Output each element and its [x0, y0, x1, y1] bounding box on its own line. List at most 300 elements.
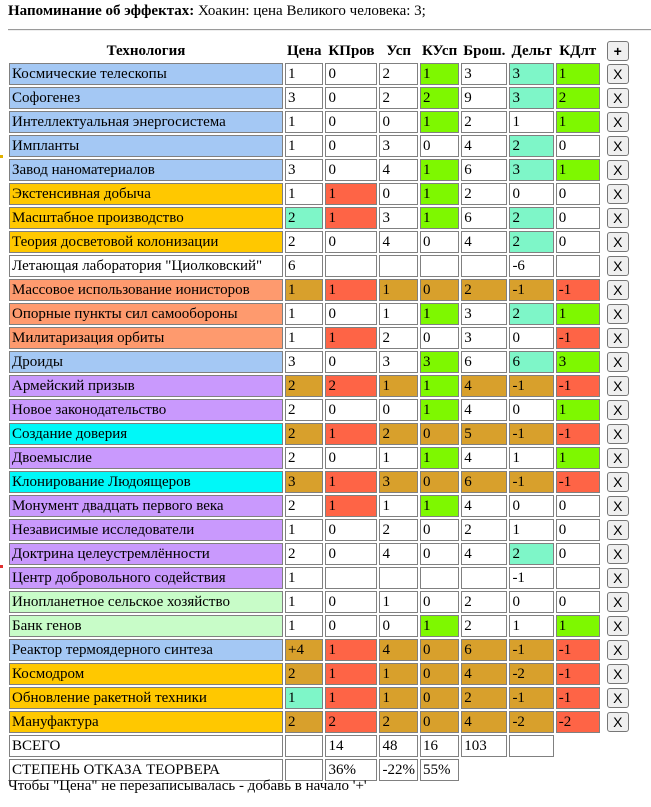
delete-row-button[interactable]: X	[607, 112, 629, 132]
cell-kusp[interactable]	[420, 567, 459, 589]
delete-cell	[602, 639, 644, 661]
cell-delt[interactable]: 6	[509, 351, 553, 373]
cell-delt[interactable]: -1	[509, 639, 553, 661]
cell-kprov[interactable]: 0	[325, 519, 377, 541]
reminder-text: Хоакин: цена Великого человека: 3;	[198, 3, 426, 19]
delete-row-button[interactable]: X	[607, 640, 629, 660]
cell-kusp[interactable]: 2	[420, 87, 459, 109]
cell-kprov[interactable]: 0	[325, 135, 377, 157]
cell-cost[interactable]: 2	[285, 447, 323, 469]
cell-kdlt[interactable]: 1	[556, 303, 600, 325]
delete-cell	[602, 231, 644, 253]
cell-kdlt[interactable]: 3	[556, 351, 600, 373]
cell-kprov[interactable]: 0	[325, 231, 377, 253]
table-row	[9, 159, 644, 181]
cell-usp[interactable]: 2	[379, 327, 418, 349]
table-row	[9, 327, 644, 349]
cell-delt[interactable]: -1	[509, 687, 553, 709]
delete-cell	[602, 519, 644, 541]
cell-kusp[interactable]: 1	[420, 183, 459, 205]
delete-cell	[602, 663, 644, 685]
delete-row-button[interactable]: X	[607, 208, 629, 228]
cell-kdlt[interactable]: -1	[556, 471, 600, 493]
table-row	[9, 87, 644, 109]
cell-usp[interactable]: 1	[379, 591, 418, 613]
cell-kdlt[interactable]: -1	[556, 687, 600, 709]
tech-name[interactable]: Монумент двадцать первого века	[9, 495, 283, 517]
cell-usp[interactable]: 2	[379, 87, 418, 109]
cell-kdlt[interactable]: 1	[556, 447, 600, 469]
total-brosh: 103	[461, 735, 507, 757]
cell-kprov[interactable]: 1	[325, 639, 377, 661]
cell-brosh[interactable]: 3	[461, 63, 507, 85]
delete-cell	[602, 471, 644, 493]
cell-usp[interactable]: 3	[379, 351, 418, 373]
cell-brosh[interactable]: 3	[461, 327, 507, 349]
delete-row-button[interactable]: X	[607, 688, 629, 708]
cell-cost[interactable]: 2	[285, 423, 323, 445]
cell-usp[interactable]: 3	[379, 471, 418, 493]
cell-brosh[interactable]: 2	[461, 519, 507, 541]
cell-usp[interactable]	[379, 567, 418, 589]
cell-kdlt[interactable]: 0	[556, 207, 600, 229]
cell-delt[interactable]: -6	[509, 255, 553, 277]
delete-row-button[interactable]: X	[607, 712, 629, 732]
cell-usp[interactable]: 1	[379, 279, 418, 301]
cell-kprov[interactable]: 1	[325, 423, 377, 445]
table-row	[9, 591, 644, 613]
header-kprov: КПров	[328, 42, 375, 59]
delete-row-button[interactable]: X	[607, 304, 629, 324]
delete-row-button[interactable]: X	[607, 376, 629, 396]
cell-cost[interactable]: 1	[285, 567, 323, 589]
cell-kusp[interactable]: 0	[420, 663, 459, 685]
cell-kdlt[interactable]: 0	[556, 519, 600, 541]
table-row	[9, 495, 644, 517]
cell-kusp[interactable]: 1	[420, 615, 459, 637]
cell-kdlt[interactable]: -1	[556, 663, 600, 685]
cell-kdlt[interactable]: 1	[556, 615, 600, 637]
tech-name[interactable]: Создание доверия	[9, 423, 283, 445]
cell-delt[interactable]: -2	[509, 711, 553, 733]
cell-kusp[interactable]: 0	[420, 711, 459, 733]
cell-delt[interactable]: -1	[509, 471, 553, 493]
cell-cost[interactable]: +4	[285, 639, 323, 661]
tech-name[interactable]: Импланты	[9, 135, 283, 157]
delete-cell	[602, 303, 644, 325]
cell-kprov[interactable]: 1	[325, 471, 377, 493]
total-cost	[285, 735, 323, 757]
cell-brosh[interactable]: 4	[461, 375, 507, 397]
cell-cost[interactable]: 2	[285, 543, 323, 565]
cell-brosh[interactable]: 6	[461, 639, 507, 661]
cell-kdlt[interactable]: 1	[556, 63, 600, 85]
cell-brosh[interactable]	[461, 255, 507, 277]
cell-delt[interactable]: 2	[509, 135, 553, 157]
cell-brosh[interactable]: 2	[461, 591, 507, 613]
cell-brosh[interactable]: 3	[461, 303, 507, 325]
tech-name[interactable]: Космодром	[9, 663, 283, 685]
cell-cost[interactable]: 1	[285, 111, 323, 133]
cell-brosh[interactable]: 6	[461, 351, 507, 373]
cell-kdlt[interactable]: 0	[556, 231, 600, 253]
delete-cell	[602, 279, 644, 301]
header-add-cell	[602, 41, 644, 61]
cell-kprov[interactable]: 2	[325, 375, 377, 397]
cell-delt[interactable]: 0	[509, 183, 553, 205]
cell-delt[interactable]: 0	[509, 399, 553, 421]
cell-delt[interactable]: -1	[509, 375, 553, 397]
delete-cell	[602, 615, 644, 637]
cell-usp[interactable]: 0	[379, 111, 418, 133]
table-row	[9, 135, 644, 157]
cell-usp[interactable]: 2	[379, 711, 418, 733]
delete-row-button[interactable]: X	[607, 568, 629, 588]
tech-name[interactable]: Летающая лаборатория "Циолковский"	[9, 255, 283, 277]
theorver-kprov: 36%	[325, 759, 377, 781]
cell-kdlt[interactable]: 0	[556, 543, 600, 565]
tech-name[interactable]: Экстенсивная добыча	[9, 183, 283, 205]
table-row	[9, 663, 644, 685]
cell-usp[interactable]: 0	[379, 183, 418, 205]
cell-delt[interactable]: 2	[509, 207, 553, 229]
tech-name[interactable]: Армейский призыв	[9, 375, 283, 397]
cell-kusp[interactable]: 0	[420, 279, 459, 301]
cell-kdlt[interactable]: -2	[556, 711, 600, 733]
delete-row-button[interactable]: X	[607, 544, 629, 564]
cell-brosh[interactable]: 4	[461, 711, 507, 733]
cell-usp[interactable]: 1	[379, 663, 418, 685]
cell-kprov[interactable]: 0	[325, 591, 377, 613]
cell-delt[interactable]: 1	[509, 447, 553, 469]
delete-row-button[interactable]: X	[607, 280, 629, 300]
cell-kusp[interactable]: 1	[420, 375, 459, 397]
table-row	[9, 255, 644, 277]
cell-usp[interactable]: 3	[379, 135, 418, 157]
cell-kprov[interactable]: 0	[325, 399, 377, 421]
delete-row-button[interactable]: X	[607, 352, 629, 372]
cell-kusp[interactable]: 1	[420, 399, 459, 421]
cell-kusp[interactable]	[420, 255, 459, 277]
cell-cost[interactable]: 1	[285, 135, 323, 157]
cell-kprov[interactable]: 0	[325, 63, 377, 85]
cell-kprov[interactable]: 0	[325, 543, 377, 565]
delete-cell	[602, 375, 644, 397]
cell-kprov[interactable]: 0	[325, 111, 377, 133]
cell-usp[interactable]: 3	[379, 207, 418, 229]
table-row	[9, 639, 644, 661]
cell-delt[interactable]: -1	[509, 279, 553, 301]
delete-cell	[602, 159, 644, 181]
cell-kdlt[interactable]: -1	[556, 639, 600, 661]
delete-row-button[interactable]: X	[607, 448, 629, 468]
cell-brosh[interactable]: 2	[461, 687, 507, 709]
delete-row-button[interactable]: X	[607, 328, 629, 348]
delete-row-button[interactable]: X	[607, 64, 629, 84]
cell-cost[interactable]: 2	[285, 375, 323, 397]
cell-cost[interactable]: 3	[285, 87, 323, 109]
tech-name[interactable]: Масштабное производство	[9, 207, 283, 229]
cell-kdlt[interactable]: -1	[556, 279, 600, 301]
delete-cell	[602, 63, 644, 85]
cell-delt[interactable]: 2	[509, 231, 553, 253]
cell-kusp[interactable]: 0	[420, 591, 459, 613]
cell-cost[interactable]: 3	[285, 159, 323, 181]
cell-brosh[interactable]: 2	[461, 183, 507, 205]
tech-name[interactable]: Завод наноматериалов	[9, 159, 283, 181]
cell-delt[interactable]: 1	[509, 519, 553, 541]
edge-marker	[0, 565, 3, 568]
cell-brosh[interactable]: 2	[461, 279, 507, 301]
theorver-label: СТЕПЕНЬ ОТКАЗА ТЕОРВЕРА	[9, 759, 283, 781]
cell-kdlt[interactable]: 1	[556, 399, 600, 421]
cell-usp[interactable]: 4	[379, 543, 418, 565]
cell-kprov[interactable]	[325, 255, 377, 277]
tech-name[interactable]: Обновление ракетной техники	[9, 687, 283, 709]
cell-usp[interactable]: 1	[379, 375, 418, 397]
cell-kprov[interactable]: 2	[325, 711, 377, 733]
delete-cell	[602, 207, 644, 229]
cell-kdlt[interactable]: -1	[556, 327, 600, 349]
cell-cost[interactable]: 1	[285, 615, 323, 637]
delete-row-button[interactable]: X	[607, 136, 629, 156]
tech-name[interactable]: Инопланетное сельское хозяйство	[9, 591, 283, 613]
delete-cell	[602, 447, 644, 469]
cell-brosh[interactable]: 6	[461, 159, 507, 181]
cell-brosh[interactable]: 6	[461, 207, 507, 229]
delete-row-button[interactable]: X	[607, 400, 629, 420]
cell-delt[interactable]: 3	[509, 159, 553, 181]
cell-kprov[interactable]: 0	[325, 159, 377, 181]
cell-brosh[interactable]: 6	[461, 471, 507, 493]
cell-kdlt[interactable]	[556, 567, 600, 589]
tech-name[interactable]: Опорные пункты сил самообороны	[9, 303, 283, 325]
cell-kusp[interactable]: 1	[420, 111, 459, 133]
header-delt: Дельт	[511, 42, 552, 59]
cell-delt[interactable]: 2	[509, 543, 553, 565]
cell-brosh[interactable]: 2	[461, 615, 507, 637]
cell-kprov[interactable]: 0	[325, 303, 377, 325]
cell-kprov[interactable]	[325, 567, 377, 589]
cell-usp[interactable]: 2	[379, 423, 418, 445]
cell-delt[interactable]: 1	[509, 111, 553, 133]
tech-name[interactable]: Доктрина целеустремлённости	[9, 543, 283, 565]
cell-kprov[interactable]: 0	[325, 87, 377, 109]
cell-kprov[interactable]: 0	[325, 615, 377, 637]
delete-cell	[602, 591, 644, 613]
cell-delt[interactable]: 3	[509, 63, 553, 85]
table-row	[9, 351, 644, 373]
cell-kdlt[interactable]: -1	[556, 423, 600, 445]
cell-usp[interactable]: 1	[379, 495, 418, 517]
tech-name[interactable]: Софогенез	[9, 87, 283, 109]
cell-cost[interactable]: 3	[285, 351, 323, 373]
totals-label: ВСЕГО	[9, 735, 283, 757]
cell-brosh[interactable]: 9	[461, 87, 507, 109]
cell-delt[interactable]: 0	[509, 591, 553, 613]
tech-name[interactable]: Космические телескопы	[9, 63, 283, 85]
table-row	[9, 279, 644, 301]
delete-row-button[interactable]: X	[607, 424, 629, 444]
cell-kprov[interactable]: 0	[325, 351, 377, 373]
cell-brosh[interactable]	[461, 567, 507, 589]
cell-cost[interactable]: 1	[285, 279, 323, 301]
table-row	[9, 543, 644, 565]
cell-delt[interactable]: 2	[509, 303, 553, 325]
cell-kusp[interactable]: 0	[420, 423, 459, 445]
delete-row-button[interactable]: X	[607, 496, 629, 516]
cell-usp[interactable]: 1	[379, 687, 418, 709]
cell-kusp[interactable]: 1	[420, 63, 459, 85]
cell-kusp[interactable]: 1	[420, 303, 459, 325]
cell-brosh[interactable]: 5	[461, 423, 507, 445]
cell-brosh[interactable]: 4	[461, 495, 507, 517]
cell-usp[interactable]: 4	[379, 639, 418, 661]
cell-kprov[interactable]: 1	[325, 327, 377, 349]
cell-delt[interactable]: -1	[509, 567, 553, 589]
cell-kusp[interactable]: 0	[420, 519, 459, 541]
cell-kprov[interactable]: 1	[325, 207, 377, 229]
cell-delt[interactable]: 0	[509, 327, 553, 349]
cell-kdlt[interactable]: 1	[556, 111, 600, 133]
cell-delt[interactable]: -2	[509, 663, 553, 685]
cell-kusp[interactable]: 0	[420, 231, 459, 253]
cell-cost[interactable]: 2	[285, 711, 323, 733]
delete-row-button[interactable]: X	[607, 472, 629, 492]
cell-cost[interactable]: 6	[285, 255, 323, 277]
cell-kusp[interactable]: 1	[420, 495, 459, 517]
cell-cost[interactable]: 2	[285, 207, 323, 229]
tech-name[interactable]: Двоемыслие	[9, 447, 283, 469]
cell-kdlt[interactable]: 0	[556, 495, 600, 517]
cell-cost[interactable]: 1	[285, 591, 323, 613]
cell-usp[interactable]: 0	[379, 399, 418, 421]
tech-name[interactable]: Клонирование Людоящеров	[9, 471, 283, 493]
cell-delt[interactable]: 1	[509, 615, 553, 637]
cell-kusp[interactable]: 0	[420, 687, 459, 709]
tech-name[interactable]: Банк генов	[9, 615, 283, 637]
table-row	[9, 111, 644, 133]
delete-row-button[interactable]: X	[607, 664, 629, 684]
cell-kusp[interactable]: 0	[420, 471, 459, 493]
cell-cost[interactable]: 1	[285, 687, 323, 709]
tech-name[interactable]: Центр добровольного содействия	[9, 567, 283, 589]
divider	[8, 29, 651, 31]
cell-kusp[interactable]: 0	[420, 639, 459, 661]
delete-row-button[interactable]: X	[607, 616, 629, 636]
tech-name[interactable]: Милитаризация орбиты	[9, 327, 283, 349]
cell-cost[interactable]: 1	[285, 303, 323, 325]
cell-kdlt[interactable]: 0	[556, 135, 600, 157]
cell-usp[interactable]: 1	[379, 303, 418, 325]
cell-brosh[interactable]: 4	[461, 399, 507, 421]
cell-kdlt[interactable]: 0	[556, 183, 600, 205]
cell-brosh[interactable]: 4	[461, 663, 507, 685]
table-row	[9, 567, 644, 589]
add-row-button[interactable]: +	[607, 41, 629, 61]
tech-name[interactable]: Теория досветовой колонизации	[9, 231, 283, 253]
cell-cost[interactable]: 2	[285, 495, 323, 517]
cell-usp[interactable]: 0	[379, 615, 418, 637]
cell-cost[interactable]: 1	[285, 183, 323, 205]
delete-cell	[602, 111, 644, 133]
cell-kprov[interactable]: 1	[325, 183, 377, 205]
tech-name[interactable]: Массовое использование ионисторов	[9, 279, 283, 301]
cell-kprov[interactable]: 1	[325, 687, 377, 709]
cell-kusp[interactable]: 1	[420, 159, 459, 181]
table-row	[9, 471, 644, 493]
cell-kprov[interactable]: 1	[325, 495, 377, 517]
cell-cost[interactable]: 1	[285, 327, 323, 349]
table-row	[9, 447, 644, 469]
cell-cost[interactable]: 2	[285, 399, 323, 421]
delete-row-button[interactable]: X	[607, 232, 629, 252]
effects-reminder	[8, 3, 426, 20]
cell-kdlt[interactable]	[556, 255, 600, 277]
cell-usp[interactable]	[379, 255, 418, 277]
cell-delt[interactable]: 3	[509, 87, 553, 109]
cell-delt[interactable]: 0	[509, 495, 553, 517]
tech-name[interactable]: Независимые исследователи	[9, 519, 283, 541]
delete-row-button[interactable]: X	[607, 88, 629, 108]
cell-cost[interactable]: 3	[285, 471, 323, 493]
tech-name[interactable]: Дроиды	[9, 351, 283, 373]
cell-kdlt[interactable]: 0	[556, 591, 600, 613]
delete-row-button[interactable]: X	[607, 256, 629, 276]
tech-name[interactable]: Мануфактура	[9, 711, 283, 733]
cell-kusp[interactable]: 1	[420, 207, 459, 229]
cell-brosh[interactable]: 4	[461, 135, 507, 157]
cell-delt[interactable]: -1	[509, 423, 553, 445]
cell-cost[interactable]: 2	[285, 231, 323, 253]
cell-cost[interactable]: 1	[285, 519, 323, 541]
cell-brosh[interactable]: 4	[461, 543, 507, 565]
cell-kusp[interactable]: 0	[420, 327, 459, 349]
cell-kdlt[interactable]: 1	[556, 159, 600, 181]
tech-name[interactable]: Интеллектуальная энергосистема	[9, 111, 283, 133]
delete-row-button[interactable]: X	[607, 592, 629, 612]
cell-kdlt[interactable]: 2	[556, 87, 600, 109]
cell-kusp[interactable]: 1	[420, 447, 459, 469]
cell-usp[interactable]: 4	[379, 231, 418, 253]
cell-kusp[interactable]: 0	[420, 135, 459, 157]
cell-kdlt[interactable]: -1	[556, 375, 600, 397]
tech-name[interactable]: Новое законодательство	[9, 399, 283, 421]
cell-brosh[interactable]: 4	[461, 231, 507, 253]
table-row	[9, 519, 644, 541]
delete-row-button[interactable]: X	[607, 184, 629, 204]
cell-cost[interactable]: 2	[285, 663, 323, 685]
delete-row-button[interactable]: X	[607, 160, 629, 180]
cell-usp[interactable]: 1	[379, 447, 418, 469]
total-kusp: 16	[420, 735, 459, 757]
cell-kprov[interactable]: 1	[325, 279, 377, 301]
cell-cost[interactable]: 1	[285, 63, 323, 85]
cell-brosh[interactable]: 4	[461, 447, 507, 469]
cell-brosh[interactable]: 2	[461, 111, 507, 133]
cell-kprov[interactable]: 0	[325, 447, 377, 469]
cell-usp[interactable]: 2	[379, 519, 418, 541]
cell-usp[interactable]: 2	[379, 63, 418, 85]
cell-kusp[interactable]: 0	[420, 543, 459, 565]
cell-kprov[interactable]: 1	[325, 663, 377, 685]
theorver-usp: -22%	[379, 759, 418, 781]
delete-row-button[interactable]: X	[607, 520, 629, 540]
cell-kusp[interactable]: 3	[420, 351, 459, 373]
cell-usp[interactable]: 4	[379, 159, 418, 181]
tech-name[interactable]: Реактор термоядерного синтеза	[9, 639, 283, 661]
delete-cell	[602, 687, 644, 709]
